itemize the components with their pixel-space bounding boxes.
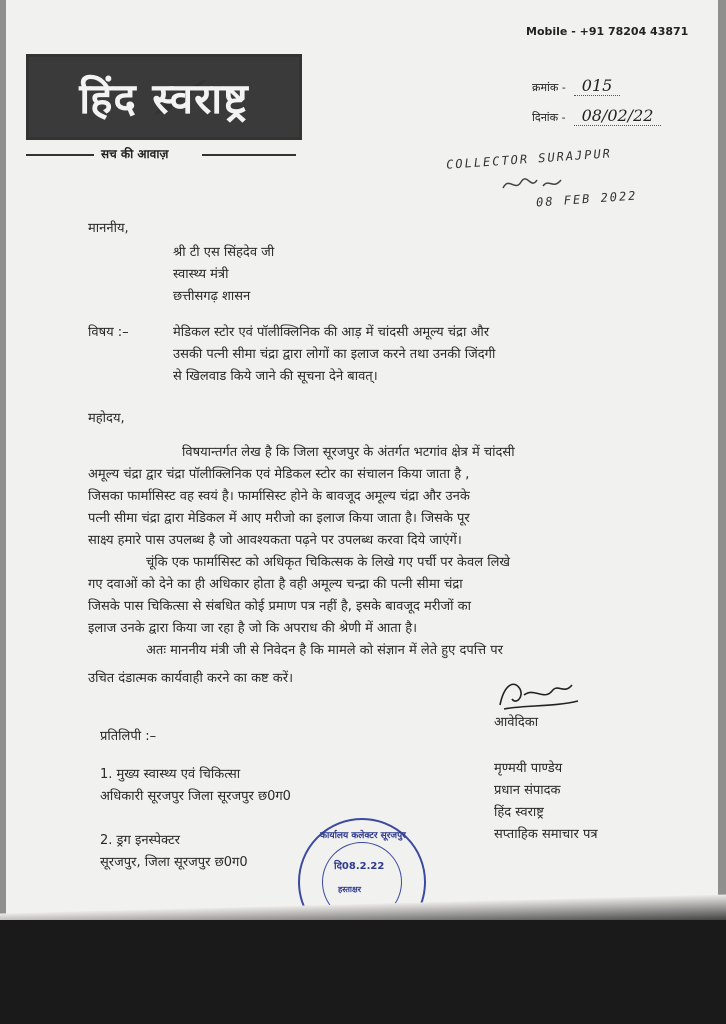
signature-line: प्रधान संपादक (494, 783, 561, 798)
body-line: पत्नी सीमा चंद्रा द्वारा मेडिकल में आए मरीजो का इलाज किया जाता है। जिसके पूर (88, 511, 470, 526)
body-line: अतः माननीय मंत्री जी से निवेदन है कि मामले को संज्ञान में लेते हुए दपत्ति पर (146, 643, 503, 658)
subject-label: विषय :– (88, 325, 129, 340)
body-line: उचित दंडात्मक कार्यवाही करने का कष्ट करें। (88, 671, 294, 686)
logo (26, 54, 302, 140)
body-line: गए दवाओं को देने का ही अधिकार होता है वही अमूल्य चन्द्रा की पत्नी सीमा चंद्रा (88, 577, 463, 592)
signature-icon (494, 675, 584, 715)
body-line: अमूल्य चंद्रा द्वार चंद्रा पॉलीक्लिनिक एवं मेडिकल स्टोर का संचालन किया जाता है , (88, 467, 470, 482)
address-line: छत्तीसगढ़ शासन (173, 289, 251, 304)
kramank-label: क्रमांक - (532, 81, 566, 94)
copy-item-line: 2. ड्रग इनस्पेक्टर (100, 833, 180, 848)
dinank-value: 08/02/22 (574, 106, 662, 126)
received-note-office: COLLECTOR SURAJPUR (445, 146, 613, 172)
signature-role: आवेदिका (494, 715, 539, 730)
signature-line: हिंद स्वराष्ट्र (494, 805, 544, 820)
body-line: चूंकि एक फार्मासिस्ट को अधिकृत चिकित्सक के लिखे गए पर्ची पर केवल लिखे (146, 555, 511, 570)
greeting: महोदय, (88, 411, 125, 426)
copy-item-line: अधिकारी सूरजपुर जिला सूरजपुर छ0ग0 (100, 789, 291, 804)
dinank-row (532, 106, 661, 125)
logo-text: हिंद स्वराष्ट्र (79, 74, 249, 123)
kramank-value: 015 (574, 76, 621, 96)
body-line: जिसका फार्मासिस्ट वह स्वयं है। फार्मासिस्ट होने के बावजूद अमूल्य चंद्रा और उनके (88, 489, 470, 504)
seal-center: हस्ताक्षर (338, 885, 361, 894)
copy-item-line: 1. मुख्य स्वास्थ्य एवं चिकित्सा (100, 767, 241, 782)
body-line: जिसके पास चिकित्सा से संबधित कोई प्रमाण पत्र नहीं है, इसके बावजूद मरीजों का (88, 599, 471, 614)
signature-line: सप्ताहिक समाचार पत्र (494, 827, 598, 842)
seal-date: दि08.2.22 (334, 861, 385, 872)
address-line: स्वास्थ्य मंत्री (173, 267, 229, 282)
copy-label: प्रतिलिपी :– (100, 729, 157, 744)
dinank-label: दिनांक - (532, 111, 566, 124)
received-note (445, 146, 676, 222)
tagline-rule-right (202, 154, 296, 156)
salutation: माननीय, (88, 221, 129, 236)
body-line: विषयान्तर्गत लेख है कि जिला सूरजपुर के अंतर्गत भटगांव क्षेत्र में चांदसी (182, 445, 515, 460)
address-line: श्री टी एस सिंहदेव जी (173, 245, 275, 260)
subject-line: मेडिकल स्टोर एवं पॉलीक्लिनिक की आड़ में चांदसी अमूल्य चंद्रा और (173, 325, 490, 340)
received-initials-icon (501, 172, 571, 194)
signature-line: मृण्मयी पाण्डेय (494, 761, 563, 776)
copy-item-line: सूरजपुर, जिला सूरजपुर छ0ग0 (100, 855, 248, 870)
letter-page (6, 0, 718, 1010)
logo-tagline: सच की आवाज़ (101, 147, 169, 161)
kramank-row (532, 76, 620, 95)
mobile-number: Mobile - +91 78204 43871 (526, 25, 689, 38)
received-note-date: 08 FEB 2022 (535, 188, 638, 210)
subject-line: उसकी पत्नी सीमा चंद्रा द्वारा लोगों का इलाज करने तथा उनकी जिंदगी (173, 347, 496, 362)
tagline-rule-left (26, 154, 94, 156)
body-line: इलाज उनके द्वारा किया जा रहा है जो कि अपराध की श्रेणी में आता है। (88, 621, 418, 636)
subject-line: से खिलवाड किये जाने की सूचना देने बावत्। (173, 369, 378, 384)
scan-shadow (0, 920, 726, 1024)
seal-office: कार्यालय कलेक्टर सूरजपुर (320, 831, 406, 841)
body-line: साक्ष्य हमारे पास उपलब्ध है जो आवश्यकता पढ़ने पर उपलब्ध करवा दिये जाएंगें। (88, 533, 462, 548)
